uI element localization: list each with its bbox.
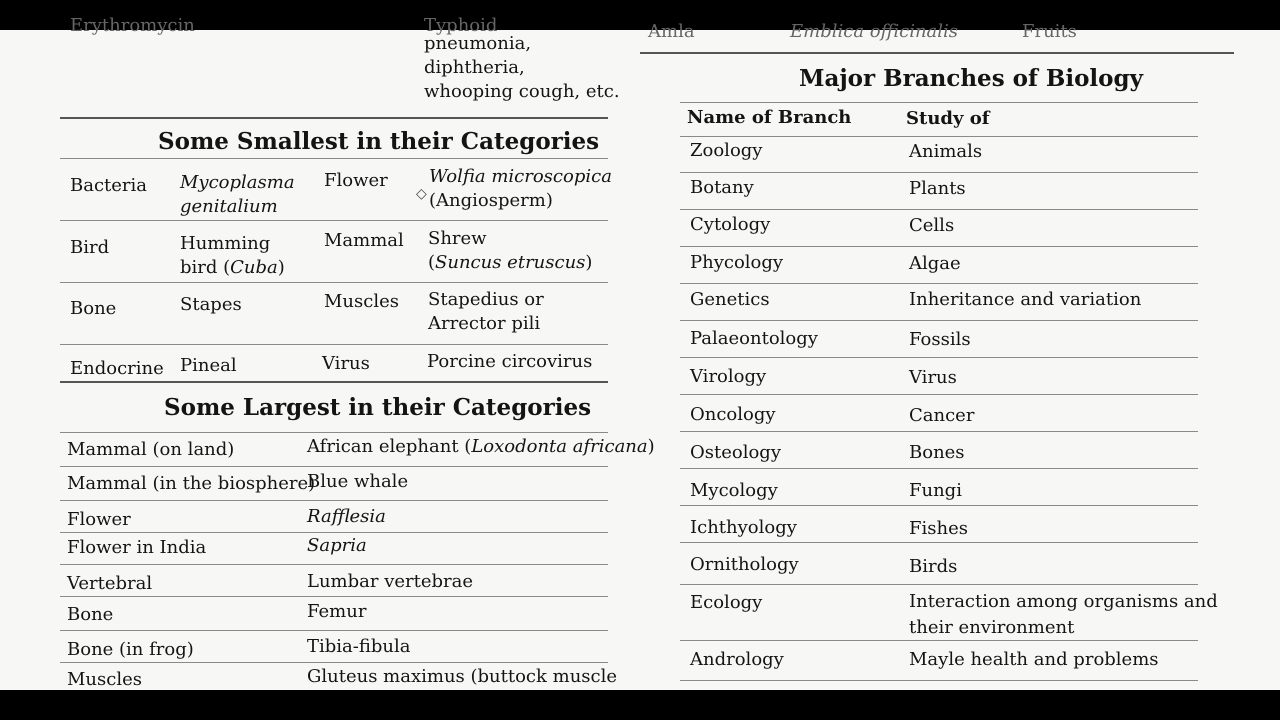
- smallest-cell: Bird: [70, 237, 110, 258]
- largest-value: Rafflesia: [307, 506, 386, 527]
- rule: [60, 220, 608, 221]
- branch-study: Fishes: [909, 518, 968, 539]
- branch-name: Ornithology: [690, 554, 799, 575]
- branch-name: Zoology: [690, 140, 763, 161]
- rule: [680, 102, 1198, 103]
- branch-study: Plants: [909, 178, 966, 199]
- branch-study: Animals: [909, 141, 983, 162]
- smallest-cell: Mammal: [324, 230, 404, 251]
- smallest-cell: Humming: [180, 233, 271, 254]
- cut-plant-part: Fruits: [1022, 21, 1077, 42]
- largest-category: Muscles: [67, 669, 142, 690]
- largest-value: African elephant (Loxodonta africana): [307, 436, 655, 457]
- rule: [680, 172, 1198, 173]
- smallest-cell: Porcine circovirus: [427, 351, 593, 372]
- smallest-title: Some Smallest in their Categories: [158, 128, 600, 155]
- rule: [680, 640, 1198, 641]
- smallest-cell: Virus: [322, 353, 370, 374]
- rule: [60, 117, 608, 119]
- cut-plant-name: Amla: [648, 21, 695, 42]
- smallest-cell: (Angiosperm): [429, 190, 553, 211]
- rule: [680, 246, 1198, 247]
- rule: [680, 431, 1198, 432]
- rule: [680, 357, 1198, 358]
- rule: [60, 630, 608, 631]
- branch-study: Mayle health and problems: [909, 649, 1159, 670]
- largest-value: Gluteus maximus (buttock muscle: [307, 666, 618, 687]
- branch-name: Ecology: [690, 592, 763, 613]
- rule: [680, 394, 1198, 395]
- rule: [60, 500, 608, 501]
- rule: [680, 283, 1198, 284]
- cut-plant-scientific: Emblica officinalis: [790, 21, 959, 42]
- rule: [680, 505, 1198, 506]
- smallest-cell: Shrew: [428, 228, 487, 249]
- rule: [60, 344, 608, 345]
- branch-name: Oncology: [690, 404, 776, 425]
- largest-title: Some Largest in their Categories: [164, 394, 592, 421]
- largest-category: Bone: [67, 604, 114, 625]
- rule: [680, 584, 1198, 585]
- branch-study: Cancer: [909, 405, 975, 426]
- branch-study: Algae: [909, 253, 961, 274]
- branch-name: Virology: [690, 366, 767, 387]
- branch-study: Interaction among organisms and: [909, 591, 1218, 612]
- smallest-cell: Arrector pili: [428, 313, 541, 334]
- rule: [60, 282, 608, 283]
- rule: [680, 468, 1198, 469]
- branch-name: Ichthyology: [690, 517, 797, 538]
- smallest-cell: Mycoplasma: [180, 172, 295, 193]
- branch-study: Cells: [909, 215, 955, 236]
- cut-top-left-tail: Typhoid: [424, 15, 498, 36]
- largest-value: Tibia-fibula: [307, 636, 411, 657]
- smallest-cell: Muscles: [324, 291, 399, 312]
- document-page: [0, 15, 1280, 690]
- smallest-cell: Stapedius or: [428, 289, 544, 310]
- smallest-cell: Stapes: [180, 294, 242, 315]
- branch-name: Botany: [690, 177, 754, 198]
- largest-value: Blue whale: [307, 471, 409, 492]
- largest-category: Bone (in frog): [67, 639, 194, 660]
- smallest-cell: Bacteria: [70, 175, 148, 196]
- smallest-cell: genitalium: [180, 196, 278, 217]
- largest-category: Flower: [67, 509, 131, 530]
- smallest-cell: Wolfia microscopica: [429, 166, 612, 187]
- header-study-of: Study of: [906, 108, 990, 129]
- branch-name: Palaeontology: [690, 328, 818, 349]
- branch-study: Bones: [909, 442, 965, 463]
- largest-category: Mammal (in the biosphere): [67, 473, 316, 494]
- rule: [60, 158, 608, 159]
- cut-top-left-word: Erythromycin: [70, 15, 195, 36]
- branch-study-continued: their environment: [909, 617, 1075, 638]
- disease-item: diphtheria,: [424, 57, 525, 78]
- branch-study: Birds: [909, 556, 958, 577]
- header-name-of-branch: Name of Branch: [687, 107, 852, 128]
- rule: [680, 542, 1198, 543]
- rule: [680, 320, 1198, 321]
- branch-study: Fungi: [909, 480, 962, 501]
- rule: [60, 596, 608, 597]
- branch-name: Osteology: [690, 442, 782, 463]
- diamond-mark-icon: ◇: [416, 186, 427, 202]
- largest-value: Lumbar vertebrae: [307, 571, 474, 592]
- rule: [60, 381, 608, 383]
- rule: [680, 136, 1198, 137]
- branch-name: Genetics: [690, 289, 770, 310]
- smallest-cell: Bone: [70, 298, 117, 319]
- rule: [680, 209, 1198, 210]
- rule: [60, 532, 608, 533]
- rule: [680, 680, 1198, 681]
- branch-name: Andrology: [690, 649, 784, 670]
- branch-name: Mycology: [690, 480, 778, 501]
- branch-study: Inheritance and variation: [909, 289, 1142, 310]
- disease-item: pneumonia,: [424, 33, 532, 54]
- disease-item: whooping cough, etc.: [424, 81, 620, 102]
- largest-category: Vertebral: [67, 573, 153, 594]
- rule: [60, 662, 608, 663]
- branch-study: Virus: [909, 367, 957, 388]
- smallest-cell: (Suncus etruscus): [428, 252, 593, 273]
- smallest-cell: bird (Cuba): [180, 257, 285, 278]
- rule: [60, 432, 608, 433]
- rule: [60, 564, 608, 565]
- rule: [60, 466, 608, 467]
- smallest-cell: Endocrine: [70, 358, 164, 379]
- smallest-cell: Pineal: [180, 355, 237, 376]
- largest-value: Sapria: [307, 535, 367, 556]
- largest-category: Mammal (on land): [67, 439, 235, 460]
- largest-value: Femur: [307, 601, 367, 622]
- branches-title: Major Branches of Biology: [799, 65, 1143, 92]
- branch-study: Fossils: [909, 329, 971, 350]
- smallest-cell: Flower: [324, 170, 388, 191]
- branch-name: Cytology: [690, 214, 771, 235]
- branch-name: Phycology: [690, 252, 784, 273]
- largest-category: Flower in India: [67, 537, 207, 558]
- rule: [640, 52, 1234, 54]
